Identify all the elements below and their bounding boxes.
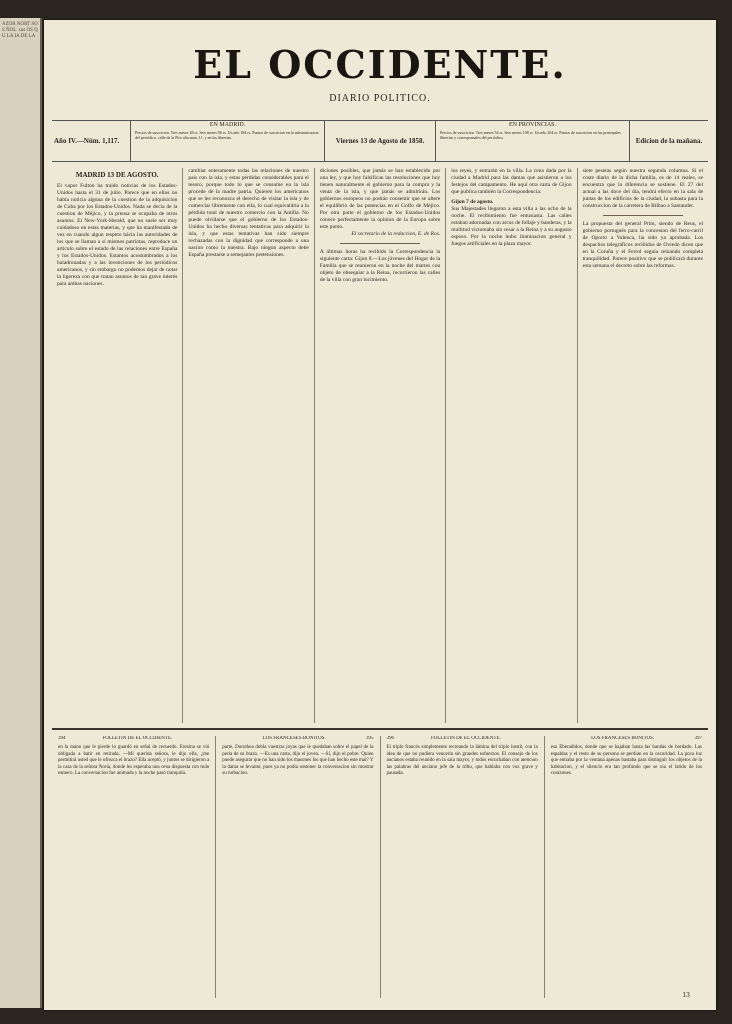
newspaper-title: EL OCCIDENTE.	[193, 42, 567, 87]
column-text: cambiar enteramente todas las relaciones de nuestro pais con la isla, y estas pérdidas considerables para el tesoro, porque todo lo que se consume en la isla procede de la madre patria. Quieren los americanos que se les reconozca el derecho de visitar la isla y de comerciar libremente con ella, lo cual equivaldria a la pérdida total de nuestro comercio con la Antilla. No puede olvidarse que el gobierno de los Estados-Unidos ha hecho diversas tentativas para adquirir la isla, y que estas tentativas han sido siempre rechazadas con la dignidad que corresponde a una nacion como la nuestra. Bajo ningun aspecto debe España prestarse a semejantes pretensiones.	[188, 168, 309, 258]
issue-date: Viernes 13 de Agosto de 1858.	[324, 121, 435, 161]
folio-text: parte, Dorothea dobla vuestras joyas que le quedaban sobre el papel de la perla de su brazo. —Es una carta, dijo el joven. —Sí, dijo el pobre. Quien puede asegurar que no han sido los masones los que han hecho este mal? Y la dama se levantó, pues ya no podia sostener la conversacion sin mostrar su turbacion.	[222, 745, 374, 777]
column-text: los reyes, y entrarán en la villa. La cena dada por la ciudad a Madrid para las damas que asistieron a los festejos del campamento. He aquí otra carta de Gijon que publica también la Correspondencia:	[451, 168, 572, 195]
folio-running-head: LOS FRANCESES BONITOS.	[591, 736, 655, 741]
madrid-subscription-box	[130, 121, 324, 161]
folletin-column-2	[216, 736, 380, 998]
article-column-5	[578, 168, 708, 723]
folio-running-head: FOLLETIN DE EL OCCIDENTE.	[102, 736, 173, 741]
previous-page-text: AZOR NORT SOS ÑOL. sus OS QU LA IA DE LA	[2, 22, 38, 39]
edition-label: Edicion de la mañana.	[629, 121, 708, 161]
folio-number: 396	[386, 736, 394, 741]
column-text: siete pesetas según nuestra segunda columna. Si el coste diario de la dicha familia, es de 14 reales, se encuentra que la diferencia se sostiene. El 27 del actual a las doce del dia, tendrá efecto en la sala de juntas de los edificios de la ciudad, la subasta para la construccion de la carretera de Bilbao a Santander.	[582, 168, 704, 209]
folio-number: 397	[694, 736, 702, 741]
newspaper-page	[44, 20, 716, 1010]
folletin-column-3	[381, 736, 545, 998]
folio-running-head: LOS FRANCESES BONITOS.	[262, 736, 326, 741]
folio-text: esa Eberadidos, donde que se bajaban hasta las bandas de bordado. Las espaldas y el resto de su persona se perdian en la oscuridad. La poca luz que entraba por la ventana apenas bastaba para distinguir los objetos de la habitacion, y el silencio era tan profundo que se oia el latido de los corazones.	[550, 745, 702, 777]
folio-running-head: FOLLETIN DE EL OCCIDENTE.	[430, 736, 501, 741]
page-number: 13	[682, 992, 690, 999]
issue-number: Año IV.—Núm. 1,117.	[54, 137, 120, 145]
letter-heading: Gijon 7 de agosto.	[451, 199, 494, 205]
dateline: MADRID 13 DE AGOSTO.	[75, 171, 159, 179]
folio-text: en la mano que le pierde lo guardó en señal de recuerdo. Erezina se vió obligada a batir en retirada. —Mi querida señora, le dijo ella, ¿me permitirá usted que le ofrezca el brazo? Ella aceptó, y juntos se dirigieron a la casa de la señora Noria, donde les esperaba una cena dispuesta con todo esmero. La conversacion fue animada y la noche pasó tranquila.	[58, 745, 210, 777]
section-divider	[603, 215, 683, 216]
subscription-bar	[52, 120, 708, 162]
madrid-heading: EN MADRID.	[209, 122, 246, 128]
provincias-subscription-box	[435, 121, 629, 161]
signature: El secretario de la redaccion, E. de Ros.	[351, 231, 441, 237]
column-text: La propuesta del general Prim, siendo de Reus, el gobierno portugués para la concesion del ferro-carril de Oporto a Valenca, ha sido ya aprobada. Los despachos telegráficos recibidos de Oviedo dicen que en la Coruña y el Ferrol seguía reinando completa tranquilidad. Parece positivo que se publicará durante esta semana el decreto sobre las reformas.	[582, 221, 704, 269]
article-column-2	[183, 168, 314, 723]
folletin-section	[52, 736, 708, 998]
previous-page-edge	[0, 18, 42, 1008]
folio-number: 394	[58, 736, 66, 741]
folletin-column-1	[52, 736, 216, 998]
madrid-text: Precios de suscricion. Tres meses 48 rs. Seis meses 96 rs. Un año 184 rs. Puntos de suscricion en la administracion del periódico, calle de la Flor alta num. 11, y en las librerías.	[135, 130, 319, 140]
column-text: El vapor Fulton ha traido noticias de los Estados-Unidos hasta el 31 de julio. Parece que en ellos no habia noticia alguna de la cuestion de la adquisicion de Cuba por los Estados-Unidos. Nada se decia de la cuestion de Méjico, y la prensa se ocupaba de otros asuntos. El New-York-Herald, que no suele ser muy cuidadoso en estas materias, y que ha manifestado de vez en cuando algun respeto hácia las autoridades de los que se llaman a sí mismos patriotas, reproduce un articulo sobre el estado de las relaciones entre España y los Estados-Unidos. Estamos acostumbrados a los baladronadas y a las invenciones de los periódicos americanos, y sin embargo no podemos dejar de notar la ligereza con que tratan asuntos de tan grave interés para ambas naciones.	[57, 183, 178, 287]
article-columns	[52, 168, 708, 723]
column-text: Sus Majestades llegaron a esta villa a las ocho de la noche. El recibimiento fue entusiasta. Las calles estaban adornadas con arcos de follaje y banderas, y la multitud victoreaba sin cesar a la Reina y a su augusto esposo. Por la noche hubo iluminacion general y fuegos artificiales en la plaza mayor.	[451, 206, 572, 247]
provincias-text: Precios de suscricion. Tres meses 54 rs. Seis meses 108 rs. Un año 204 rs. Puntos de suscricion en las principales librerías y corresponsales del periódico.	[440, 130, 621, 140]
section-divider	[340, 243, 420, 244]
folletin-column-4	[545, 736, 708, 998]
article-column-1	[52, 168, 183, 723]
newspaper-subtitle: DIARIO POLITICO.	[329, 93, 431, 104]
folio-number: 395	[366, 736, 374, 741]
masthead	[44, 42, 716, 104]
column-text: diciones posibles, que jamás se han establecido por una ley, y que hoy falsifican las resoluciones que hoy tienen naturalmente el gobierno para la compra y la venta de la isla, y que jamás se admitirán. Los gobiernos europeos no podrán consentir que se altere el equilibrio de las potencias en el Golfo de Méjico. Por otra parte el gobierno de los Estados-Unidos conoce perfectamente la opinion de la Europa sobre este punto.	[319, 168, 441, 230]
article-column-4	[446, 168, 577, 723]
folio-text: El triplo francés simplemente recreando la lámina del triplo hostil, con la idea de que no pudiera vencerla sin grandes esfuerzos. El consejo de los ancianos estaba reunido en la sala mayor, y todos escuchaban con atencion las palabras del anciano jefe de la tribu, que hablaba con voz grave y pausada.	[386, 745, 538, 777]
folletin-divider	[52, 728, 708, 730]
article-column-3	[315, 168, 446, 723]
provincias-heading: EN PROVINCIAS.	[508, 122, 556, 128]
column-text: A últimas horas ha recibido la Correspondencia la siguiente carta: Gijon 8.—Los jóvenes del Hogar de la Familia que se reunieron en la noche del martes con objeto de obsequiar a la Reina, recorrieron las calles de la villa con gran lucimiento.	[319, 249, 441, 283]
